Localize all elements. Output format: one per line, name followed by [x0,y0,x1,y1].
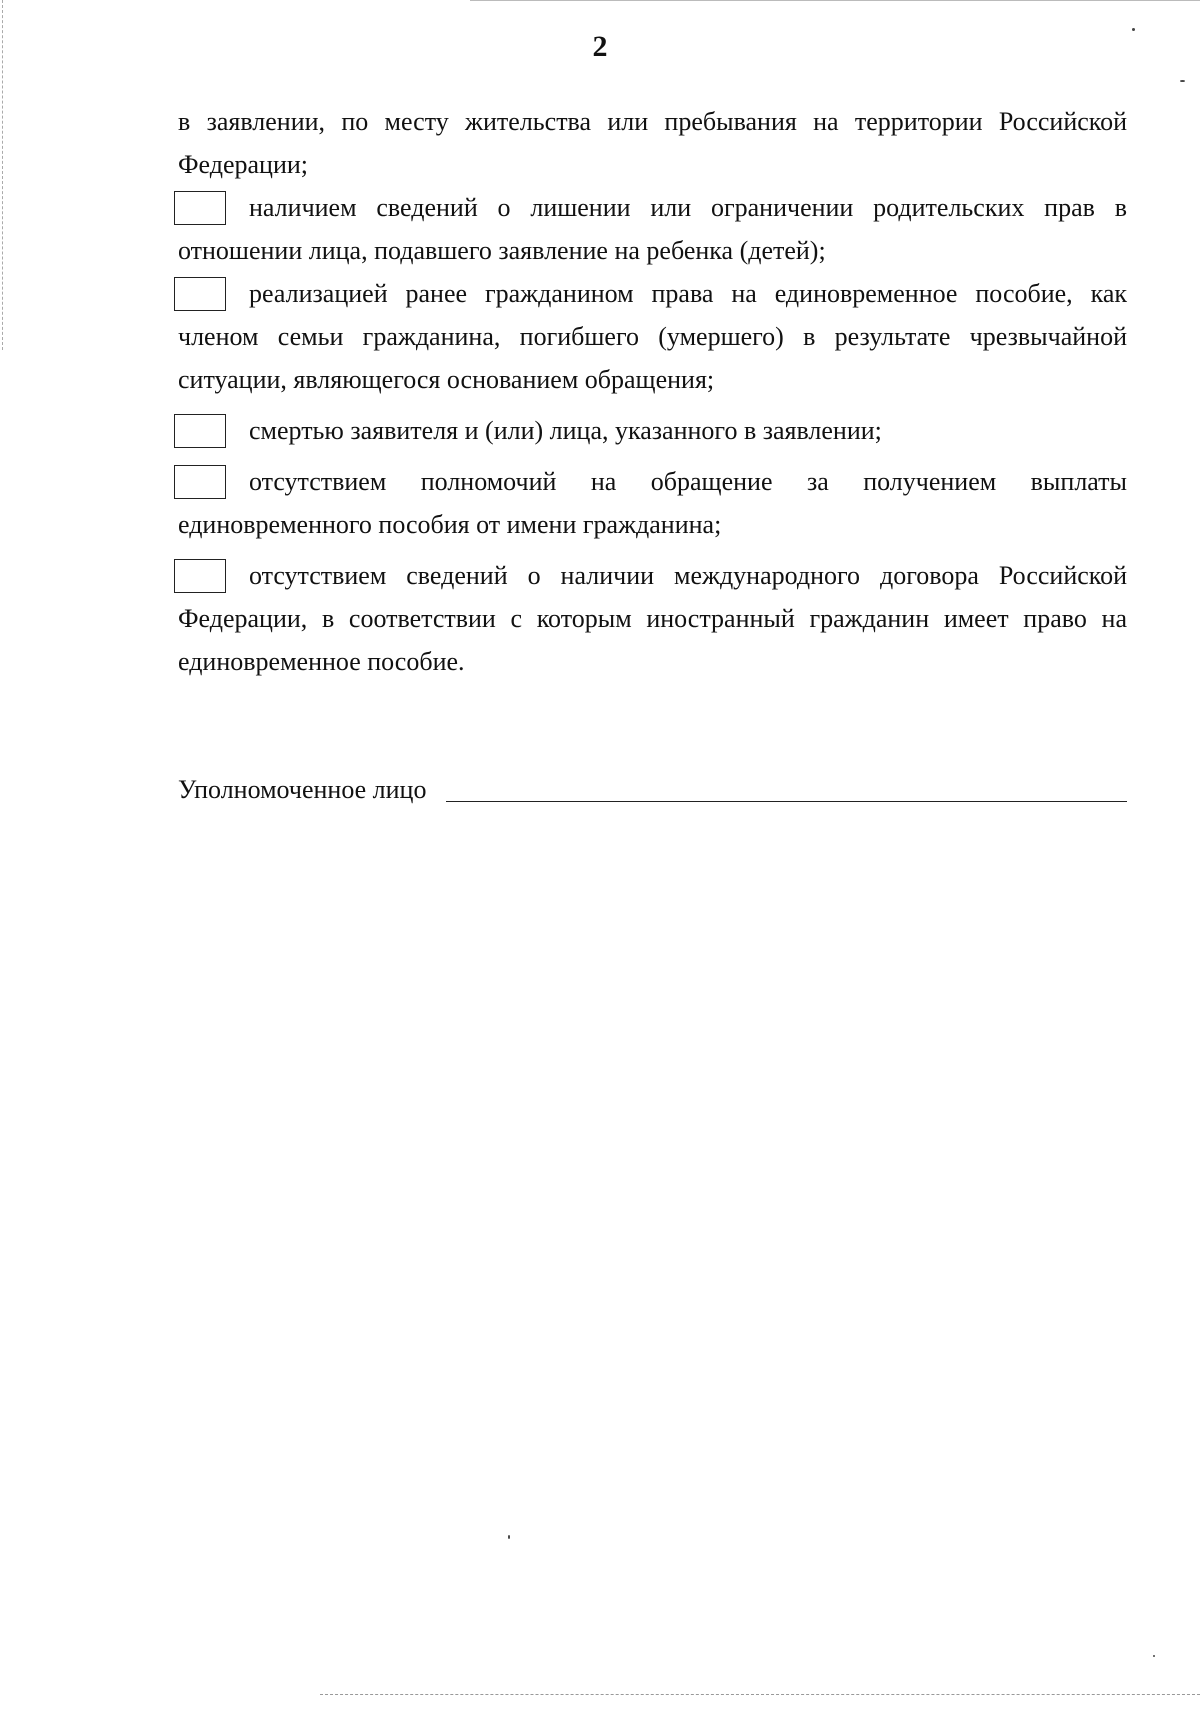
scan-edge-bottom [320,1694,1200,1696]
page-number: 2 [592,30,608,63]
signature-label: Уполномоченное лицо [178,775,427,804]
reason-checkbox[interactable] [174,277,226,311]
reason-item-no-authority [178,460,1127,546]
reason-text: отсутствием полномочий на обращение за получением выплаты единовременного пособия от имени гражданина; [178,467,1127,539]
scan-speck [1153,1655,1155,1657]
reason-item-prior-benefit [178,272,1127,401]
signature-field[interactable] [446,771,1127,802]
scan-speck [1180,80,1185,82]
reason-text: отсутствием сведений о наличии международного договора Российской Федерации, в соответствии с которым иностранный гражданин имеет право на единовременное пособие. [178,561,1127,676]
document-body [178,100,1127,683]
signature-block [178,770,1127,810]
reason-checkbox[interactable] [174,559,226,593]
reason-checkbox[interactable] [174,414,226,448]
reason-item-parental-rights [178,186,1127,272]
reason-item-no-treaty [178,554,1127,683]
reason-text: смертью заявителя и (или) лица, указанного в заявлении; [249,416,882,445]
reason-item-death [178,409,1127,452]
intro-paragraph: в заявлении, по месту жительства или пребывания на территории Российской Федерации; [178,107,1127,179]
reason-checkbox[interactable] [174,191,226,225]
reason-text: реализацией ранее гражданином права на единовременное пособие, как членом семьи гражданина, погибшего (умершего) в результате чрезвычайной ситуации, являющегося основанием обращения; [178,279,1127,394]
reason-checkbox[interactable] [174,465,226,499]
scan-edge-top [470,0,1200,2]
scan-speck [508,1535,510,1539]
reason-text: наличием сведений о лишении или ограничении родительских прав в отношении лица, подавшего заявление на ребенка (детей); [178,193,1127,265]
